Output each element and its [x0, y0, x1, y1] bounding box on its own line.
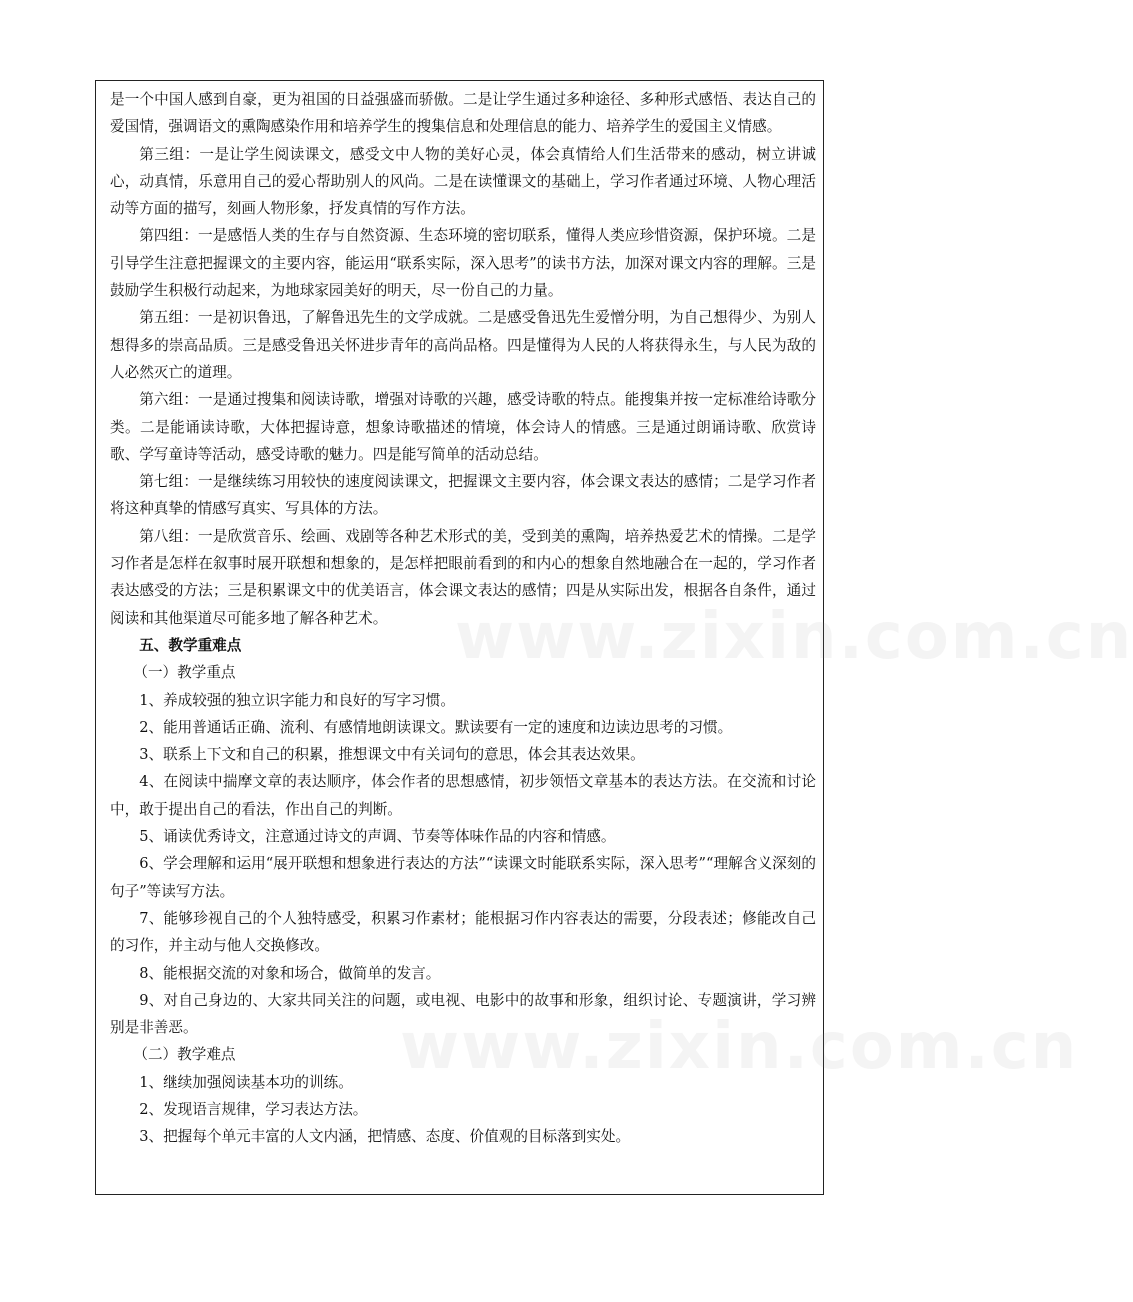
key-point-item: 8、能根据交流的对象和场合，做简单的发言。	[139, 964, 441, 982]
key-points-title: （一）教学重点	[133, 664, 236, 682]
key-point-item: 6、学会理解和运用“展开联想和想象进行表达的方法”“读课文时能联系实际，深入思考”“理解含义深刻的句子”等读写方法。	[110, 855, 816, 900]
key-point-item: 3、联系上下文和自己的积累，推想课文中有关词句的意思，体会其表达效果。	[139, 746, 645, 764]
paragraph-continuation: 是一个中国人感到自豪，更为祖国的日益强盛而骄傲。二是让学生通过多种途径、多种形式感悟、表达自己的爱国情，强调语文的熏陶感染作用和培养学生的搜集信息和处理信息的能力、培养学生的爱国主义情感。	[110, 91, 816, 136]
difficult-point-item: 3、把握每个单元丰富的人文内涵，把情感、态度、价值观的目标落到实处。	[139, 1128, 631, 1146]
key-point-item: 4、在阅读中揣摩文章的表达顺序，体会作者的思想感情，初步领悟文章基本的表达方法。在交流和讨论中，敢于提出自己的看法，作出自己的判断。	[110, 773, 816, 818]
paragraph-group-4: 第四组：一是感悟人类的生存与自然资源、生态环境的密切联系，懂得人类应珍惜资源，保护环境。二是引导学生注意把握课文的主要内容，能运用“联系实际，深入思考”的读书方法，加深对课文内容的理解。三是鼓励学生积极行动起来，为地球家园美好的明天，尽一份自己的力量。	[110, 227, 816, 300]
paragraph-group-5: 第五组：一是初识鲁迅，了解鲁迅先生的文学成就。二是感受鲁迅先生爱憎分明，为自己想得少、为别人想得多的崇高品质。三是感受鲁迅关怀进步青年的高尚品格。四是懂得为人民的人将获得永生，与人民为敌的人必然灭亡的道理。	[110, 309, 816, 381]
paragraph-group-7: 第七组：一是继续练习用较快的速度阅读课文，把握课文主要内容，体会课文表达的感情；二是学习作者将这种真挚的情感写真实、写具体的方法。	[110, 473, 816, 518]
difficult-point-item: 2、发现语言规律，学习表达方法。	[139, 1100, 368, 1118]
key-point-item: 2、能用普通话正确、流利、有感情地朗读课文。默读要有一定的速度和边读边思考的习惯。	[139, 718, 733, 736]
difficult-point-item: 1、继续加强阅读基本功的训练。	[139, 1073, 353, 1091]
key-point-item: 1、养成较强的独立识字能力和良好的写字习惯。	[139, 691, 455, 709]
watermark-top: www.zixin.com.cn	[455, 600, 1133, 674]
key-point-item: 9、对自己身边的、大家共同关注的问题，或电视、电影中的故事和形象，组织讨论、专题演讲，学习辨别是非善恶。	[110, 991, 816, 1037]
section-heading: 五、教学重难点	[139, 636, 242, 654]
watermark-bottom: www.zixin.com.cn	[400, 1010, 1079, 1084]
paragraph-group-6: 第六组：一是通过搜集和阅读诗歌，增强对诗歌的兴趣，感受诗歌的特点。能搜集并按一定标准给诗歌分类。二是能诵读诗歌，大体把握诗意，想象诗歌描述的情境，体会诗人的情感。三是通过朗诵诗歌、欣赏诗歌、学写童诗等活动，感受诗歌的魅力。四是能写简单的活动总结。	[110, 391, 816, 463]
key-point-item: 5、诵读优秀诗文，注意通过诗文的声调、节奏等体味作品的内容和情感。	[139, 828, 616, 846]
key-point-item: 7、能够珍视自己的个人独特感受，积累习作素材；能根据习作内容表达的需要，分段表述；修能改自己的习作，并主动与他人交换修改。	[110, 909, 816, 955]
difficult-points-title: （二）教学难点	[133, 1046, 236, 1064]
paragraph-group-3: 第三组：一是让学生阅读课文，感受文中人物的美好心灵，体会真情给人们生活带来的感动，树立讲诚心，动真情，乐意用自己的爱心帮助别人的风尚。二是在读懂课文的基础上，学习作者通过环境、人物心理活动等方面的描写，刻画人物形象，抒发真情的写作方法。	[110, 145, 816, 218]
document-body	[110, 86, 816, 1151]
paragraph-group-8: 第八组：一是欣赏音乐、绘画、戏剧等各种艺术形式的美，受到美的熏陶，培养热爱艺术的情操。二是学习作者是怎样在叙事时展开联想和想象的，是怎样把眼前看到的和内心的想象自然地融合在一起的，学习作者表达感受的方法；三是积累课文中的优美语言，体会课文表达的感情；四是从实际出发，根据各自条件，通过阅读和其他渠道尽可能多地了解各种艺术。	[110, 527, 816, 627]
